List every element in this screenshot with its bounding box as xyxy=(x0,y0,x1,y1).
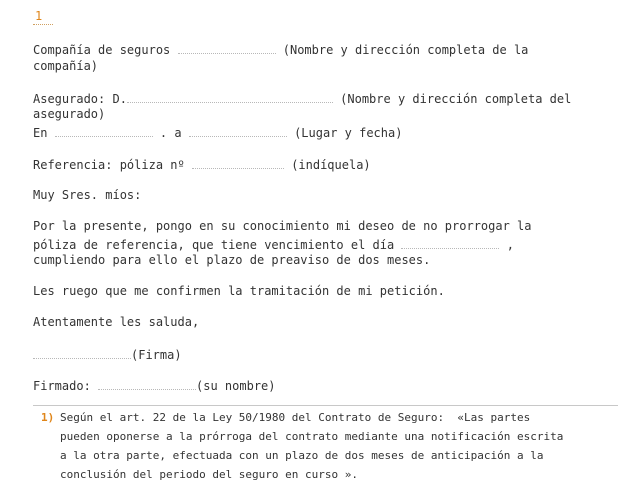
closing-line: Atentamente les saluda, xyxy=(33,315,200,329)
insured-note: (Nombre y dirección completa del xyxy=(340,92,572,106)
signed-line xyxy=(33,376,276,394)
signature-blank xyxy=(33,345,131,359)
place-date-line xyxy=(33,123,402,141)
place-separator: . a xyxy=(159,126,182,140)
footnote-line-2: pueden oponerse a la prórroga del contrato mediante una notificación escrita xyxy=(60,430,564,443)
footnote-marker[interactable]: 1) xyxy=(41,411,55,424)
reference-note: (indíquela) xyxy=(291,158,371,172)
insured-label: Asegurado: D. xyxy=(33,92,127,106)
place-blank xyxy=(55,123,153,137)
signature-note: (Firma) xyxy=(131,348,182,362)
top-footnote-reference[interactable]: 1 xyxy=(35,9,43,23)
body-line-2-text: póliza de referencia, que tiene vencimiento el día xyxy=(33,238,395,252)
signed-label: Firmado: xyxy=(33,379,91,393)
place-label: En xyxy=(33,126,48,140)
company-blank xyxy=(178,40,276,54)
salutation: Muy Sres. míos: xyxy=(33,188,142,202)
company-note-cont: compañía) xyxy=(33,59,99,73)
reference-label: Referencia: póliza nº xyxy=(33,158,185,172)
insured-blank xyxy=(127,89,333,103)
footnote-line-1: Según el art. 22 de la Ley 50/1980 del Contrato de Seguro: «Las partes xyxy=(60,411,531,424)
company-line xyxy=(33,40,528,58)
expiry-date-blank xyxy=(401,235,499,249)
policy-number-blank xyxy=(192,155,284,169)
place-note: (Lugar y fecha) xyxy=(294,126,403,140)
signed-note: (su nombre) xyxy=(196,379,276,393)
insured-line xyxy=(33,89,571,107)
body-line-1: Por la presente, pongo en su conocimiento mi deseo de no prorrogar la xyxy=(33,219,532,233)
signature-line xyxy=(33,345,182,363)
top-reference-underline xyxy=(33,24,53,25)
date-blank xyxy=(189,123,287,137)
body-line-3: cumpliendo para ello el plazo de preaviso de dos meses. xyxy=(33,253,431,267)
insured-note-cont: asegurado) xyxy=(33,107,106,121)
request-line: Les ruego que me confirmen la tramitación de mi petición. xyxy=(33,284,445,298)
signed-name-blank xyxy=(98,376,196,390)
company-note: (Nombre y dirección completa de la xyxy=(282,43,529,57)
footnote-divider xyxy=(33,405,618,406)
footnote-line-3: a la otra parte, efectuada con un plazo de dos meses de anticipación a la xyxy=(60,449,544,462)
footnote-line-4: conclusión del periodo del seguro en curso ». xyxy=(60,468,359,481)
body-line-2 xyxy=(33,235,514,253)
reference-line xyxy=(33,155,371,173)
body-line-2-end: , xyxy=(506,238,514,252)
company-label: Compañía de seguros xyxy=(33,43,171,57)
